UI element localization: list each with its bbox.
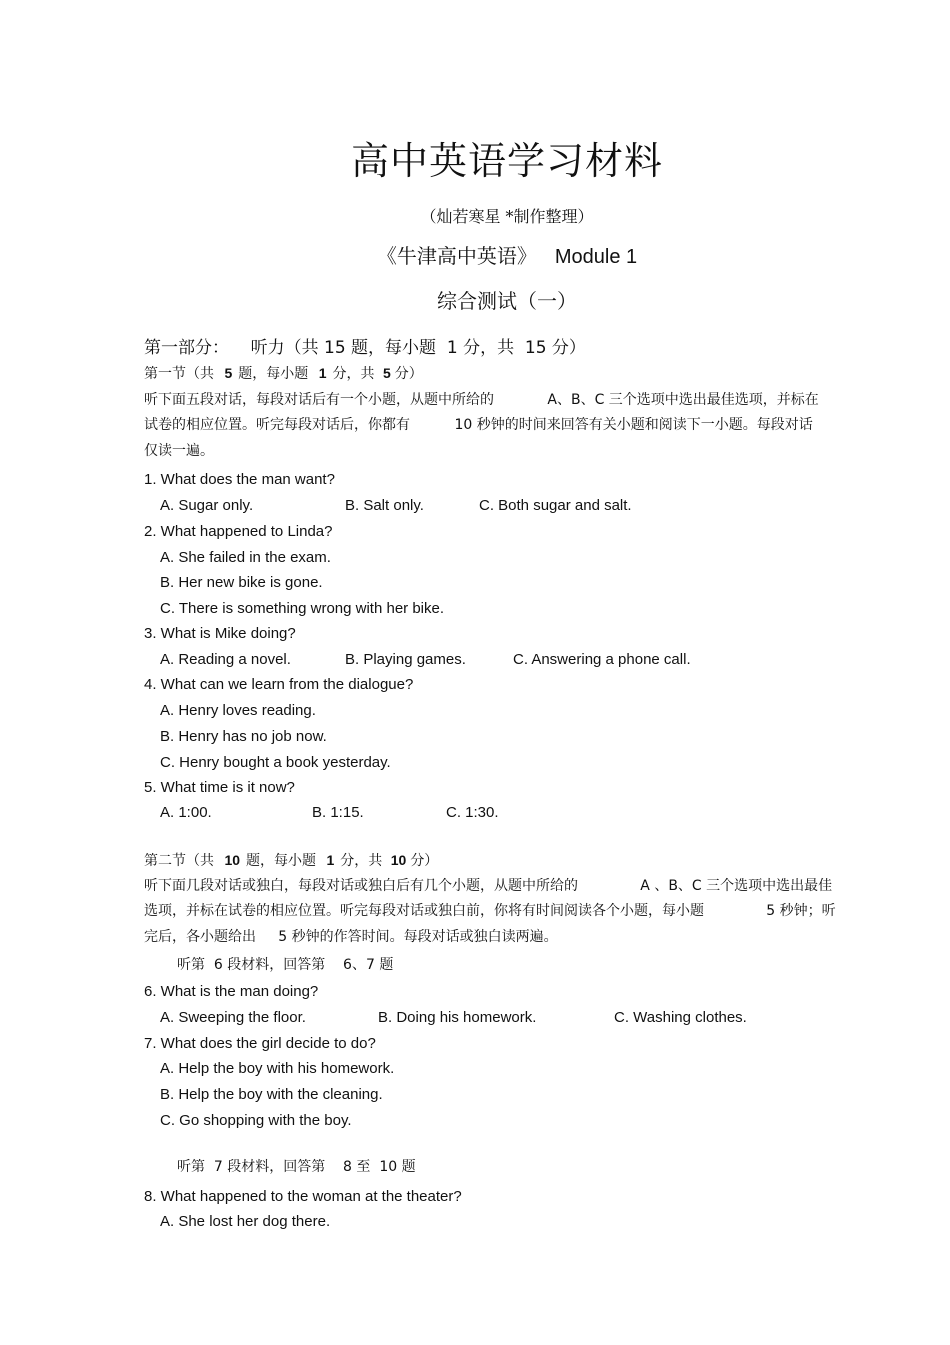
section2-instruction-line: 听下面几段对话或独白，每段对话或独白后有几个小题，从题中所给的 A 、B、C 三个选项中选出最佳 xyxy=(144,878,833,894)
option: A. Sweeping the floor. xyxy=(160,1009,306,1026)
section2-instruction-line: 选项，并标在试卷的相应位置。听完每段对话或独白前，你将有时间阅读各个小题，每小题 5 秒钟；听 xyxy=(144,903,836,919)
question-stem: 5. What time is it now? xyxy=(144,779,295,796)
option: B. Salt only. xyxy=(345,497,424,514)
material-note: 听第 7 段材料，回答第 8 至 10 题 xyxy=(177,1159,416,1175)
question-stem: 4. What can we learn from the dialogue? xyxy=(144,676,414,693)
test-name: 综合测试（一） xyxy=(437,289,577,313)
question-stem: 7. What does the girl decide to do? xyxy=(144,1035,376,1052)
option: A. She lost her dog there. xyxy=(160,1213,331,1230)
option: B. Her new bike is gone. xyxy=(160,574,323,591)
option: A. Help the boy with his homework. xyxy=(160,1060,395,1077)
section1-instruction-line: 听下面五段对话，每段对话后有一个小题，从题中所给的 A、B、C 三个选项中选出最佳选项，并标在 xyxy=(144,392,819,408)
option: A. Reading a novel. xyxy=(160,651,291,668)
section2-heading: 第二节（共 10 题，每小题 1 分，共 10 分） xyxy=(144,852,439,869)
option: C. Both sugar and salt. xyxy=(479,497,632,514)
option: C. Go shopping with the boy. xyxy=(160,1112,352,1129)
section1-instruction-line: 试卷的相应位置。听完每段对话后，你都有 10 秒钟的时间来回答有关小题和阅读下一小题。每段对话 xyxy=(144,417,813,433)
option: A. She failed in the exam. xyxy=(160,549,331,566)
question-stem: 8. What happened to the woman at the theater? xyxy=(144,1188,462,1205)
document-subtitle: （灿若寒星 *制作整理） xyxy=(420,207,594,226)
section2-instruction-line: 完后，各小题给出 5 秒钟的作答时间。每段对话或独白读两遍。 xyxy=(144,929,558,945)
question-stem: 3. What is Mike doing? xyxy=(144,625,296,642)
part1-heading: 第一部分： 听力（共 15 题，每小题 1 分，共 15 分） xyxy=(144,338,586,358)
option: C. There is something wrong with her bike. xyxy=(160,600,445,617)
module-name: Module 1 xyxy=(554,246,638,268)
option: B. Henry has no job now. xyxy=(160,728,327,745)
option: C. Henry bought a book yesterday. xyxy=(160,754,391,771)
option: B. Playing games. xyxy=(345,651,466,668)
question-stem: 1. What does the man want? xyxy=(144,471,335,488)
option: B. Help the boy with the cleaning. xyxy=(160,1086,383,1103)
option: A. 1:00. xyxy=(160,804,212,821)
question-stem: 6. What is the man doing? xyxy=(144,983,319,1000)
option: B. Doing his homework. xyxy=(378,1009,537,1026)
option: C. Answering a phone call. xyxy=(513,651,691,668)
option: A. Henry loves reading. xyxy=(160,702,316,719)
option: B. 1:15. xyxy=(312,804,364,821)
book-name: 《牛津高中英语》 xyxy=(376,244,537,268)
material-note: 听第 6 段材料，回答第 6、7 题 xyxy=(177,957,394,973)
question-stem: 2. What happened to Linda? xyxy=(144,523,333,540)
option: C. 1:30. xyxy=(446,804,499,821)
document-title: 高中英语学习材料 xyxy=(350,139,663,183)
book-title xyxy=(0,246,950,267)
option: A. Sugar only. xyxy=(160,497,254,514)
section1-heading: 第一节（共 5 题，每小题 1 分，共 5 分） xyxy=(144,365,423,382)
section1-instruction-line: 仅读一遍。 xyxy=(144,443,214,459)
option: C. Washing clothes. xyxy=(614,1009,747,1026)
